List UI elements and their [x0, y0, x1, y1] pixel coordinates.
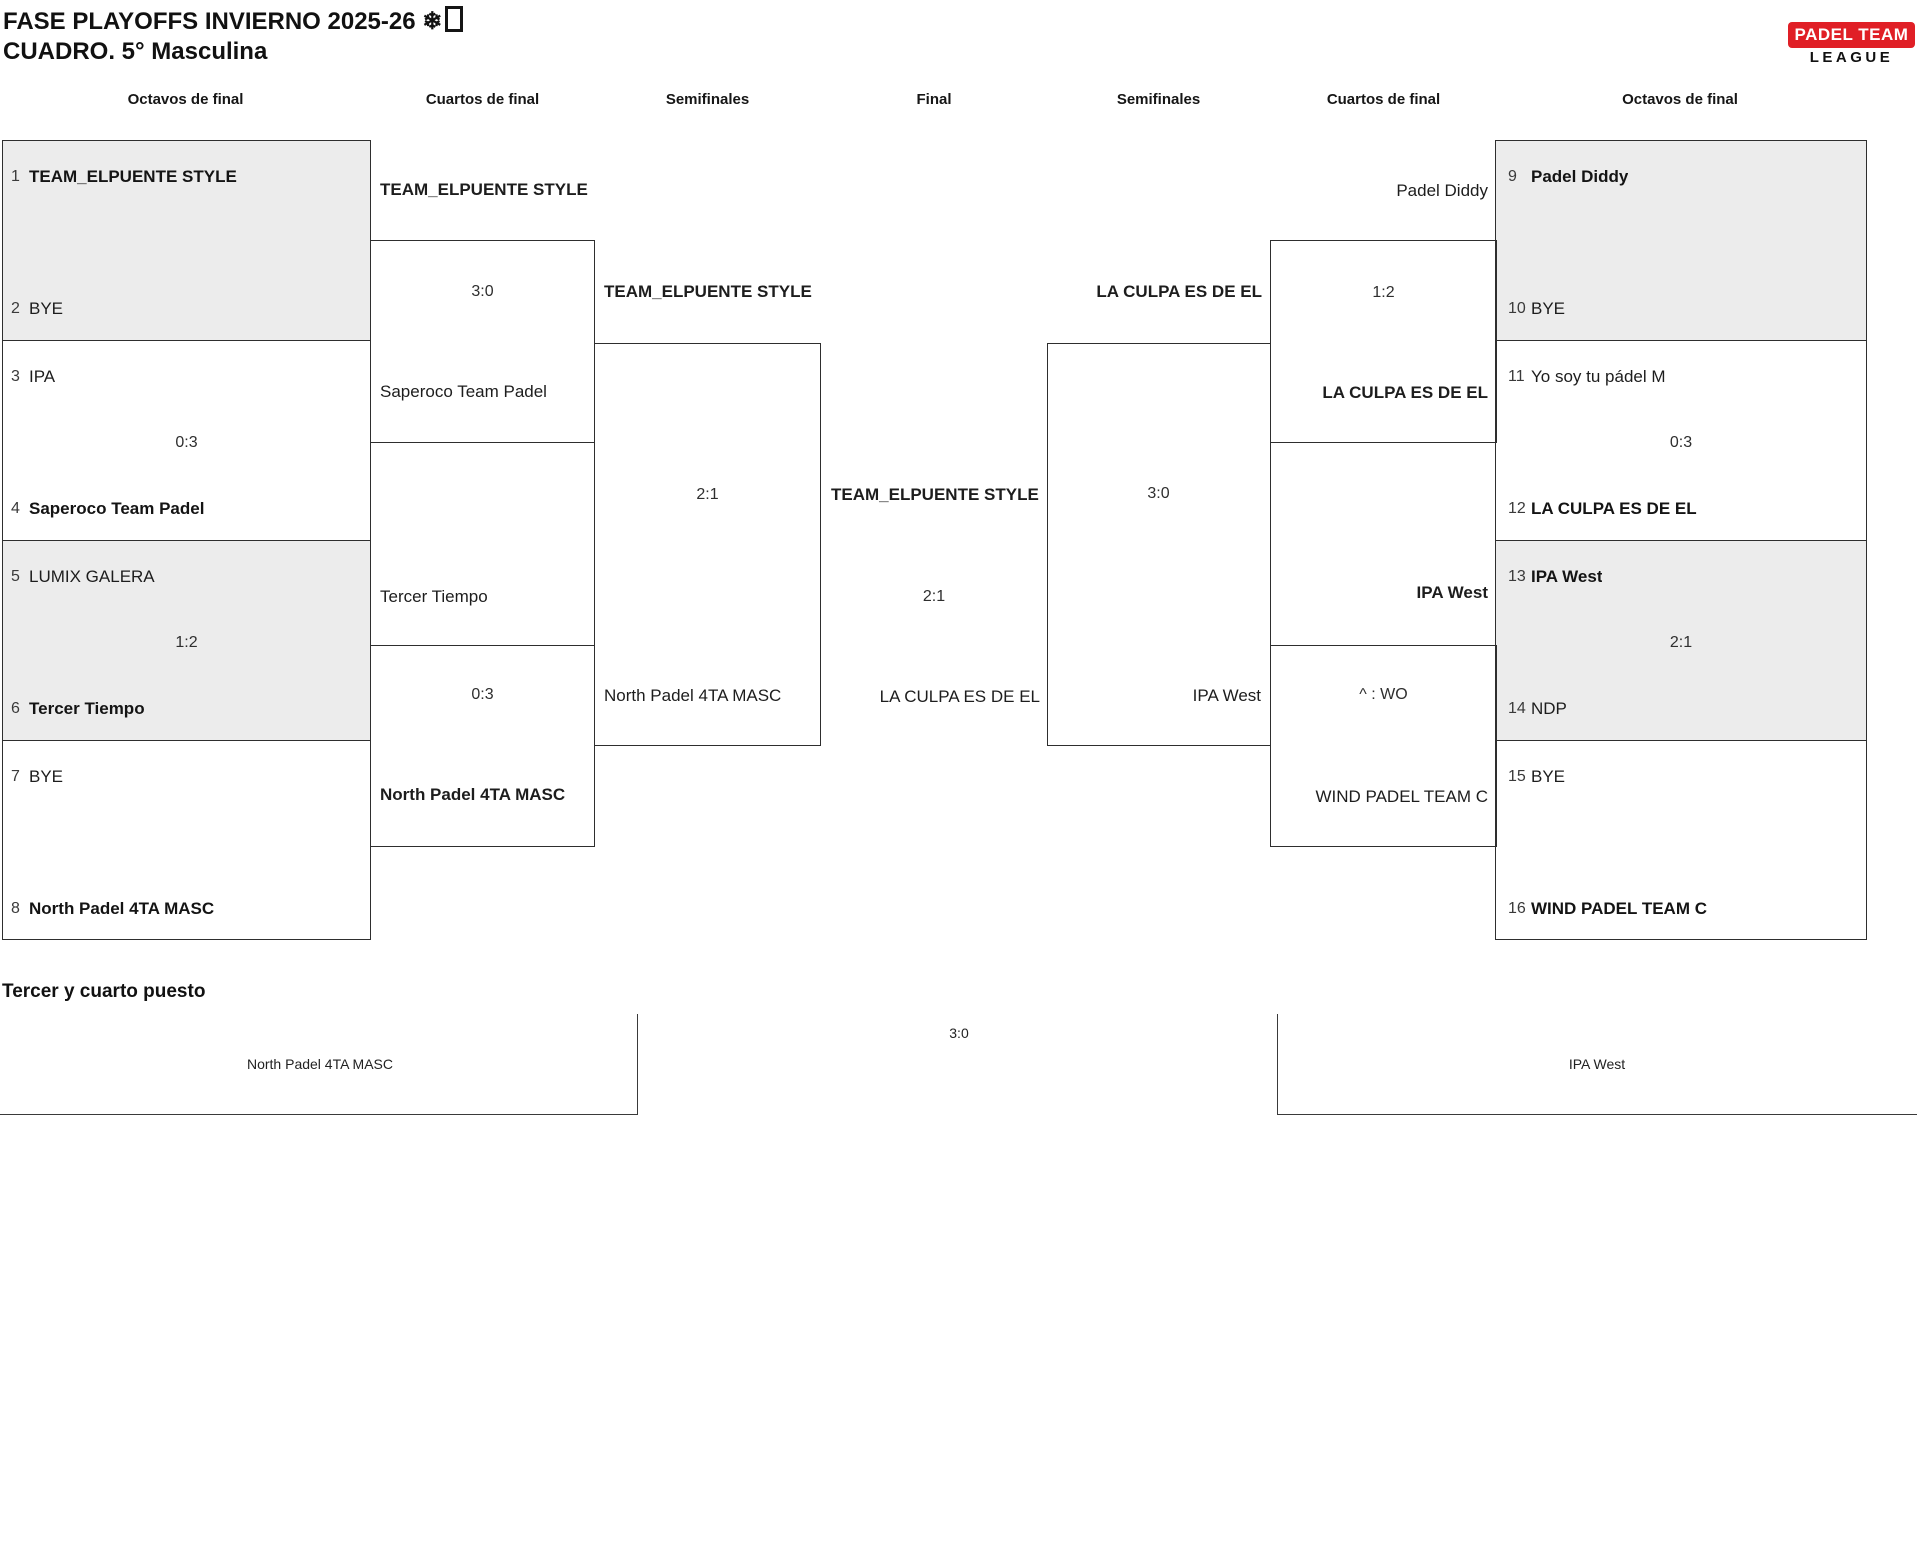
seed-number: 10: [1508, 300, 1526, 317]
seed-number: 11: [1508, 368, 1525, 385]
round-header-octavos-left: Octavos de final: [127, 91, 244, 108]
sf-right-team-bottom: IPA West: [1192, 686, 1261, 705]
round-header-cuartos-left: Cuartos de final: [425, 91, 540, 108]
title-line1: FASE PLAYOFFS INVIERNO 2025-26 ❄: [3, 6, 463, 37]
seed-number: 1: [11, 168, 20, 185]
qf-left-1-score: 3:0: [471, 283, 494, 300]
logo-top-text: PADEL TEAM: [1788, 22, 1915, 48]
team-row: [1508, 697, 1862, 721]
round-header-final: Final: [916, 91, 952, 108]
round-header-semis-left: Semifinales: [665, 91, 750, 108]
team-name: TEAM_ELPUENTE STYLE: [29, 167, 237, 186]
match-5-6: [3, 541, 370, 741]
team-row: [1508, 365, 1862, 389]
qf-right-2-team-top: IPA West: [1416, 583, 1488, 602]
team-name: Yo soy tu pádel M: [1531, 367, 1666, 386]
quarterfinal-left-1-box: [370, 240, 595, 443]
match-score: [3, 831, 370, 855]
match-score: [1496, 231, 1866, 255]
team-row: [1508, 765, 1862, 789]
third-place-team-right: IPA West: [1568, 1056, 1626, 1072]
final-team-top: TEAM_ELPUENTE STYLE: [831, 485, 1039, 504]
match-score: 2:1: [1669, 634, 1693, 651]
team-name: BYE: [29, 767, 64, 786]
team-name: Tercer Tiempo: [29, 699, 145, 718]
qf-left-1-team-bottom: Saperoco Team Padel: [380, 382, 547, 401]
team-name: North Padel 4TA MASC: [29, 899, 215, 918]
team-name: BYE: [29, 299, 64, 318]
seed-number: 13: [1508, 568, 1526, 585]
team-row: [11, 565, 366, 589]
team-name: IPA West: [1531, 567, 1603, 586]
sf-left-team-top: TEAM_ELPUENTE STYLE: [604, 282, 812, 301]
team-row: [1508, 165, 1862, 189]
team-name: LA CULPA ES DE EL: [1531, 499, 1697, 518]
seed-number: 8: [11, 900, 20, 917]
team-name: BYE: [1531, 299, 1566, 318]
page-title: [3, 6, 463, 67]
seed-number: 3: [11, 368, 20, 385]
team-name: BYE: [1531, 767, 1566, 786]
match-score: 1:2: [175, 634, 198, 651]
team-row: [11, 365, 366, 389]
team-row: [1508, 297, 1862, 321]
team-row: [11, 165, 366, 189]
seed-number: 15: [1508, 768, 1526, 785]
team-row: [1508, 897, 1862, 921]
seed-number: 2: [11, 300, 20, 317]
match-score: 0:3: [1669, 434, 1693, 451]
qf-right-1-team-bottom: LA CULPA ES DE EL: [1322, 383, 1488, 402]
qf-right-2-score: ^ : WO: [1359, 686, 1408, 703]
logo-bottom-text: LEAGUE: [1809, 49, 1894, 66]
title-line2: CUADRO. 5° Masculina: [3, 38, 268, 65]
qf-left-2-team-bottom: North Padel 4TA MASC: [380, 785, 566, 804]
match-11-12: [1496, 341, 1866, 541]
match-13-14: [1496, 541, 1866, 741]
quarterfinal-left-2-box: [370, 645, 595, 847]
team-row: [11, 765, 366, 789]
match-1-2: [3, 141, 370, 341]
team-row: [1508, 565, 1862, 589]
sf-right-score: 3:0: [1147, 485, 1170, 502]
qf-left-2-score: 0:3: [471, 686, 494, 703]
sf-left-score: 2:1: [696, 486, 719, 503]
third-place-title: Tercer y cuarto puesto: [2, 981, 206, 1002]
team-name: Saperoco Team Padel: [29, 499, 205, 518]
round-header-cuartos-right: Cuartos de final: [1326, 91, 1441, 108]
match-score: 0:3: [175, 434, 198, 451]
missing-glyph-icon: [445, 6, 463, 32]
match-15-16: [1496, 741, 1866, 939]
team-row: [1508, 497, 1862, 521]
team-row: [11, 697, 366, 721]
quarterfinal-right-1-box: [1270, 240, 1497, 443]
team-row: [11, 497, 366, 521]
round-header-octavos-right: Octavos de final: [1622, 91, 1738, 108]
qf-right-1-team-top: Padel Diddy: [1396, 181, 1488, 200]
seed-number: 5: [11, 568, 20, 585]
team-row: [11, 897, 366, 921]
octavos-right-bracket: [1495, 140, 1867, 940]
third-place-team-left: North Padel 4TA MASC: [246, 1056, 394, 1072]
match-score: [3, 231, 370, 255]
round-header-semis-right: Semifinales: [1116, 91, 1201, 108]
seed-number: 4: [11, 500, 20, 517]
padel-team-league-logo: [1788, 22, 1915, 66]
octavos-left-bracket: [2, 140, 371, 940]
team-name: NDP: [1531, 699, 1567, 718]
seed-number: 12: [1508, 500, 1526, 517]
match-score: [1496, 831, 1866, 855]
qf-right-1-score: 1:2: [1372, 284, 1395, 301]
qf-left-1-team-top: TEAM_ELPUENTE STYLE: [380, 180, 588, 199]
match-3-4: [3, 341, 370, 541]
seed-number: 6: [11, 700, 20, 717]
team-name: LUMIX GALERA: [29, 567, 155, 586]
quarterfinal-right-2-box: [1270, 645, 1497, 847]
team-name: Padel Diddy: [1531, 167, 1629, 186]
sf-left-team-bottom: North Padel 4TA MASC: [604, 686, 782, 705]
match-9-10: [1496, 141, 1866, 341]
match-7-8: [3, 741, 370, 939]
seed-number: 9: [1508, 168, 1517, 185]
seed-number: 16: [1508, 900, 1526, 917]
qf-left-2-team-top: Tercer Tiempo: [380, 587, 488, 606]
team-name: WIND PADEL TEAM C: [1531, 899, 1707, 918]
third-place-score: 3:0: [949, 1025, 969, 1041]
final-score: 2:1: [922, 588, 946, 605]
seed-number: 7: [11, 768, 20, 785]
final-team-bottom: LA CULPA ES DE EL: [879, 687, 1040, 706]
team-name: IPA: [29, 367, 56, 386]
team-row: [11, 297, 366, 321]
seed-number: 14: [1508, 700, 1526, 717]
sf-right-team-top: LA CULPA ES DE EL: [1096, 282, 1262, 301]
qf-right-2-team-bottom: WIND PADEL TEAM C: [1315, 787, 1488, 806]
